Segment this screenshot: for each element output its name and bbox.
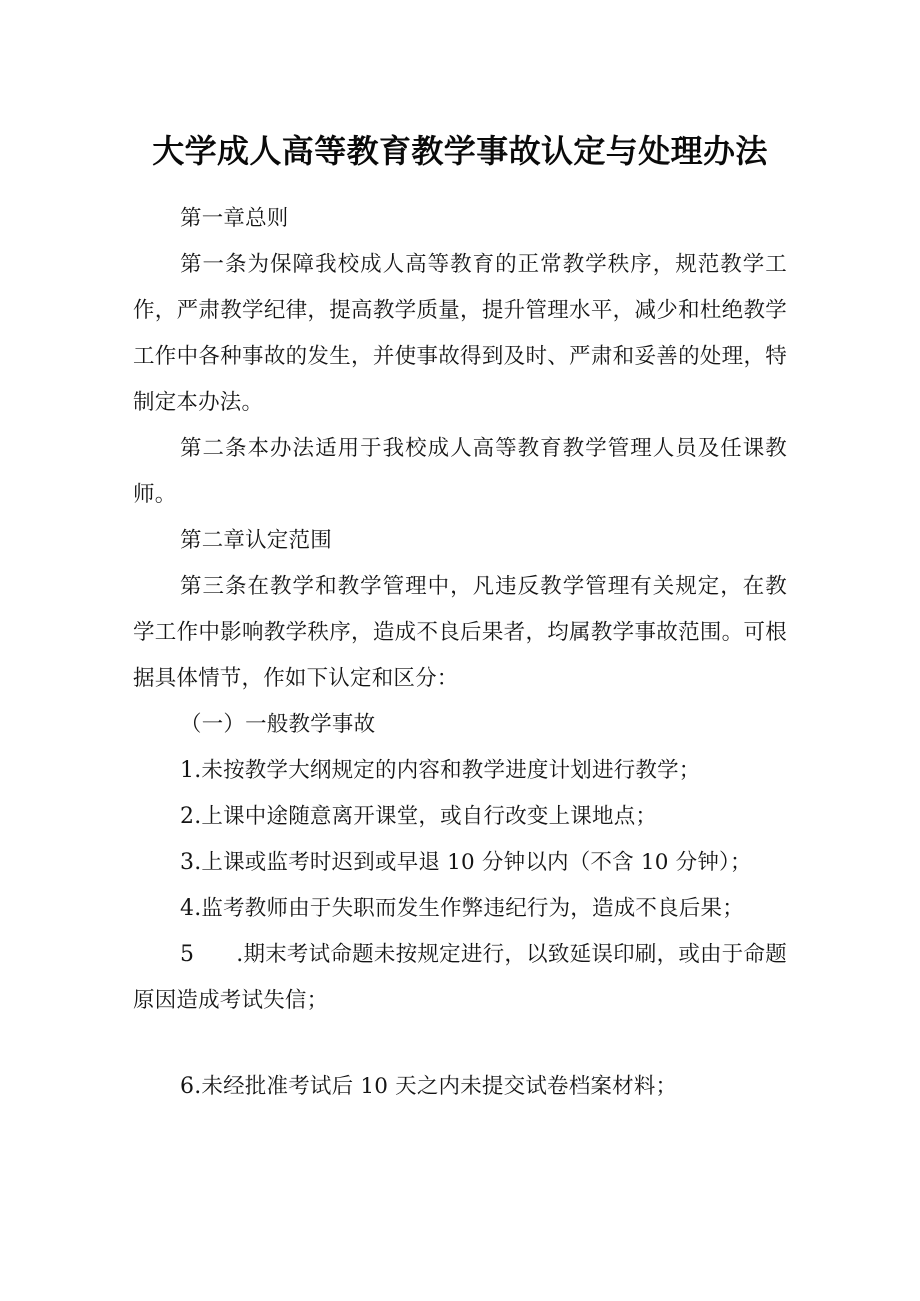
list-item-text: 上课中途随意离开课堂，或自行改变上课地点； — [201, 804, 658, 829]
list-item-text: 上课或监考时迟到或早退 10 分钟以内（不含 10 分钟）； — [201, 850, 752, 875]
list-item-number: 2 — [180, 804, 195, 829]
list-item — [133, 840, 787, 886]
page-title: 大学成人高等教育教学事故认定与处理办法 — [152, 133, 768, 170]
subsection-1-heading: （一）一般教学事故 — [180, 712, 376, 737]
article-3-paragraph: 第三条在教学和教学管理中，凡违反教学管理有关规定，在教学工作中影响教学秩序，造成不良后果者，均属教学事故范围。可根据具体情节，作如下认定和区分： — [133, 574, 787, 691]
list-item-text: 未经批准考试后 10 天之内未提交试卷档案材料； — [201, 1074, 678, 1099]
list-item — [133, 794, 787, 840]
list-item-separator: . — [194, 896, 202, 921]
list-item-separator: . — [194, 850, 202, 875]
article-2-paragraph: 第二条本办法适用于我校成人高等教育教学管理人员及任课教师。 — [133, 436, 787, 507]
article-1-paragraph: 第一条为保障我校成人高等教育的正常教学秩序，规范教学工作，严肃教学纪律，提高教学质量，提升管理水平，减少和杜绝教学工作中各种事故的发生，并使事故得到及时、严肃和妥善的处理，特制定本办法。 — [133, 252, 787, 415]
list-item-text: 监考教师由于失职而发生作弊违纪行为，造成不良后果； — [201, 896, 744, 921]
list-item-separator: . — [194, 758, 202, 783]
list-item-number: 3 — [180, 850, 195, 875]
list-item — [133, 886, 787, 932]
list-item-number: 4 — [180, 896, 195, 921]
paragraph-spacer — [133, 1024, 787, 1064]
chapter-1-heading: 第一章总则 — [180, 206, 289, 231]
list-item-text: 未按教学大纲规定的内容和教学进度计划进行教学； — [201, 758, 701, 783]
list-item-separator: . — [194, 1074, 202, 1099]
list-item-number: 1 — [180, 758, 195, 783]
list-item — [133, 748, 787, 794]
list-item — [133, 932, 787, 1024]
list-item — [133, 1064, 787, 1110]
document-body — [133, 196, 787, 1110]
list-item-number: 6 — [180, 1074, 195, 1099]
list-item-number: 5 — [180, 942, 195, 967]
chapter-2-heading: 第二章认定范围 — [180, 528, 332, 553]
list-item-separator: . — [236, 942, 244, 967]
list-item-separator: . — [194, 804, 202, 829]
list-item-text: 期末考试命题未按规定进行，以致延误印刷，或由于命题原因造成考试失信； — [133, 942, 787, 1013]
